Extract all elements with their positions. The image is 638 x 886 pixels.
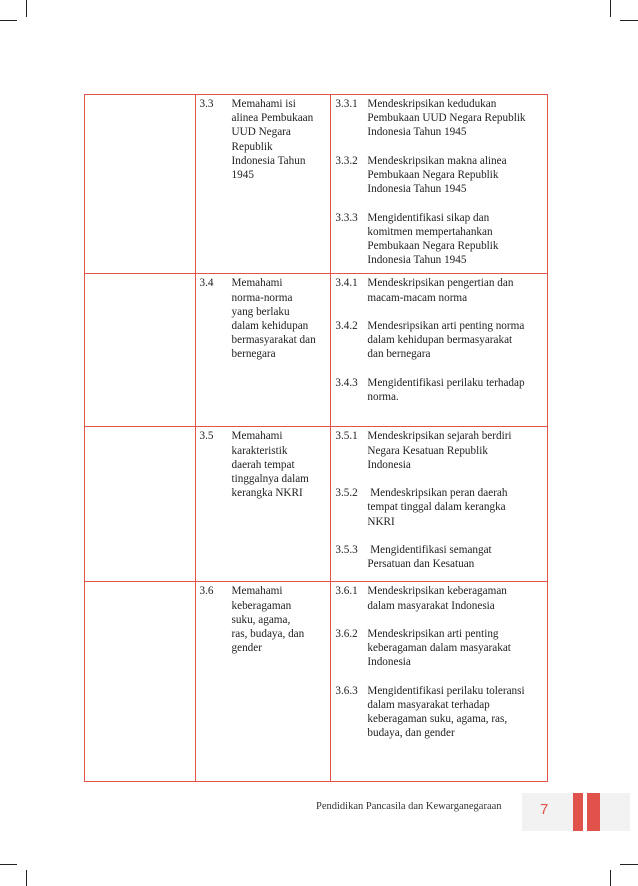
indicator-text: Mengidentifikasi perilaku toleransi	[367, 684, 525, 697]
competency-line: Indonesia Tahun	[231, 154, 306, 167]
crop-mark-bottom-right-h	[620, 864, 638, 865]
indicator-line: macam-macam norma	[367, 291, 468, 304]
indicator-line: dalam masyarakat terhadap	[367, 699, 490, 711]
indicator-number: 3.3.1	[335, 98, 358, 110]
footer-accent-bar	[573, 793, 583, 831]
table-row	[85, 95, 548, 274]
competency-line: kerangka NKRI	[231, 487, 303, 500]
indicator-list	[331, 427, 547, 577]
indicator-list	[331, 582, 547, 746]
empty-cell	[85, 274, 196, 427]
page-number: 7	[540, 801, 549, 818]
indicator-first-line	[335, 154, 545, 168]
indicator-line: Pembukaan UUD Negara Republik	[367, 112, 526, 125]
indicator-number: 3.6.2	[335, 628, 358, 640]
empty-cell	[85, 95, 196, 274]
competency-block	[196, 427, 331, 506]
competency-line: alinea Pembukaan	[231, 112, 314, 125]
indicator-line: Indonesia Tahun 1945	[367, 126, 467, 139]
indicator-number: 3.4.3	[335, 376, 358, 389]
indicator-first-line	[335, 486, 545, 500]
footer-accent-bar-wide	[587, 793, 600, 831]
competency-number: 3.4	[199, 277, 214, 290]
indicator-item	[335, 319, 545, 362]
competency-line: Memahami	[231, 585, 283, 598]
indicator-first-line	[335, 429, 545, 443]
indicator-cell	[331, 582, 548, 782]
competency-line: daerah tempat	[231, 458, 295, 471]
indicator-first-line	[335, 584, 545, 598]
competency-table	[84, 94, 548, 782]
indicator-first-line	[335, 97, 545, 111]
competency-block	[196, 274, 331, 367]
indicator-line: Indonesia Tahun 1945	[367, 183, 467, 196]
competency-line: keberagaman	[231, 599, 292, 612]
competency-line: Memahami	[231, 430, 283, 443]
competency-block	[196, 95, 331, 188]
indicator-list	[331, 95, 547, 273]
indicator-number: 3.4.1	[335, 277, 358, 290]
indicator-line: Negara Kesatuan Republik	[367, 444, 488, 457]
table-row	[85, 274, 548, 427]
empty-cell	[85, 582, 196, 782]
competency-number: 3.6	[199, 585, 214, 598]
indicator-line: NKRI	[367, 515, 395, 528]
crop-mark-top-right-v	[610, 0, 611, 17]
indicator-item	[335, 211, 545, 268]
competency-cell	[195, 582, 331, 782]
competency-line: 1945	[231, 169, 254, 182]
indicator-text: Mendeskripsikan keberagaman	[367, 585, 507, 598]
indicator-first-line	[335, 319, 545, 333]
indicator-number: 3.5.2	[335, 487, 358, 500]
indicator-text: Mendesripsikan arti penting norma	[367, 320, 525, 332]
indicator-line: budaya, dan gender	[367, 727, 455, 740]
indicator-number: 3.5.1	[335, 430, 358, 443]
crop-mark-top-left-h	[0, 20, 17, 21]
indicator-item	[335, 154, 545, 197]
competency-line: karakteristik	[231, 444, 288, 457]
competency-line: Memahami	[231, 277, 283, 290]
indicator-item	[335, 486, 545, 529]
indicator-text: Mengidentifikasi semangat	[367, 544, 492, 556]
indicator-item	[335, 376, 545, 404]
indicator-first-line	[335, 543, 545, 557]
indicator-text: Mendeskripsikan sejarah berdiri	[367, 430, 512, 443]
competency-line: gender	[231, 642, 262, 655]
indicator-text: Mendeskripsikan pengertian dan	[367, 277, 514, 290]
indicator-line: Pembukaan Negara Republik	[367, 240, 499, 252]
indicator-item	[335, 543, 545, 571]
competency-line: Republik	[231, 140, 273, 153]
indicator-line: Indonesia	[367, 458, 411, 471]
competency-line: yang berlaku	[231, 305, 290, 318]
competency-cell	[195, 274, 331, 427]
indicator-list	[331, 274, 547, 410]
competency-line: suku, agama,	[231, 613, 291, 626]
competency-line: tinggalnya dalam	[231, 473, 309, 486]
competency-line: bernegara	[231, 348, 276, 361]
competency-line: ras, budaya, dan	[231, 628, 305, 641]
indicator-text: Mendeskripsikan arti penting	[367, 628, 499, 640]
indicator-number: 3.6.1	[335, 585, 358, 598]
indicator-number: 3.3.2	[335, 154, 358, 167]
crop-mark-bottom-left-v	[26, 870, 27, 886]
indicator-line: keberagaman dalam masyarakat	[367, 642, 511, 655]
crop-mark-bottom-right-v	[610, 870, 611, 886]
indicator-cell	[331, 95, 548, 274]
indicator-number: 3.4.2	[335, 320, 358, 332]
indicator-item	[335, 584, 545, 612]
competency-line: Memahami isi	[231, 98, 296, 110]
indicator-line: tempat tinggal dalam kerangka	[367, 501, 506, 514]
competency-number: 3.5	[199, 430, 214, 443]
competency-cell	[195, 95, 331, 274]
competency-cell	[195, 427, 331, 582]
indicator-first-line	[335, 376, 545, 390]
indicator-item	[335, 627, 545, 670]
competency-text	[232, 429, 329, 500]
competency-text	[232, 276, 329, 361]
indicator-line: komitmen mempertahankan	[367, 225, 493, 238]
indicator-line: keberagaman suku, agama, ras,	[367, 713, 508, 726]
competency-text	[232, 584, 329, 655]
competency-line: bermasyarakat dan	[231, 334, 316, 347]
indicator-text: Mendeskripsikan makna alinea	[367, 154, 507, 167]
competency-number: 3.3	[199, 98, 214, 110]
indicator-line: norma.	[367, 391, 399, 403]
table-row	[85, 582, 548, 782]
indicator-line: dalam masyarakat Indonesia	[367, 599, 495, 612]
competency-line: dalam kehidupan	[231, 320, 309, 333]
competency-line: UUD Negara	[231, 126, 291, 139]
indicator-item	[335, 684, 545, 741]
footer-book-title: Pendidikan Pancasila dan Kewarganegaraan	[316, 801, 502, 812]
crop-mark-top-left-v	[26, 0, 27, 17]
indicator-item	[335, 429, 545, 472]
indicator-first-line	[335, 211, 545, 225]
indicator-line: Pembukaan Negara Republik	[367, 169, 499, 181]
competency-text	[232, 97, 329, 182]
crop-mark-top-right-h	[620, 20, 638, 21]
indicator-line: Persatuan dan Kesatuan	[367, 558, 475, 571]
indicator-cell	[331, 274, 548, 427]
indicator-line: Indonesia	[367, 656, 411, 669]
indicator-number: 3.3.3	[335, 211, 358, 224]
indicator-line: Indonesia Tahun 1945	[367, 254, 467, 267]
indicator-line: dan bernegara	[367, 348, 431, 361]
empty-cell	[85, 427, 196, 582]
indicator-first-line	[335, 276, 545, 290]
indicator-number: 3.5.3	[335, 544, 358, 556]
competency-line: norma-norma	[231, 291, 293, 304]
indicator-text: Mengidentifikasi sikap dan	[367, 211, 490, 224]
indicator-cell	[331, 427, 548, 582]
competency-block	[196, 582, 331, 661]
footer-grey-bar	[600, 793, 630, 831]
crop-mark-bottom-left-h	[0, 864, 17, 865]
indicator-text: Mendeskripsikan kedudukan	[367, 98, 497, 110]
indicator-text: Mengidentifikasi perilaku terhadap	[367, 376, 525, 389]
indicator-text: Mendeskripsikan peran daerah	[367, 487, 508, 500]
competency-table-body	[85, 95, 548, 782]
indicator-line: dalam kehidupan bermasyarakat	[367, 334, 513, 347]
indicator-item	[335, 97, 545, 140]
indicator-first-line	[335, 684, 545, 698]
indicator-first-line	[335, 627, 545, 641]
indicator-number: 3.6.3	[335, 684, 358, 697]
indicator-item	[335, 276, 545, 304]
table-row	[85, 427, 548, 582]
